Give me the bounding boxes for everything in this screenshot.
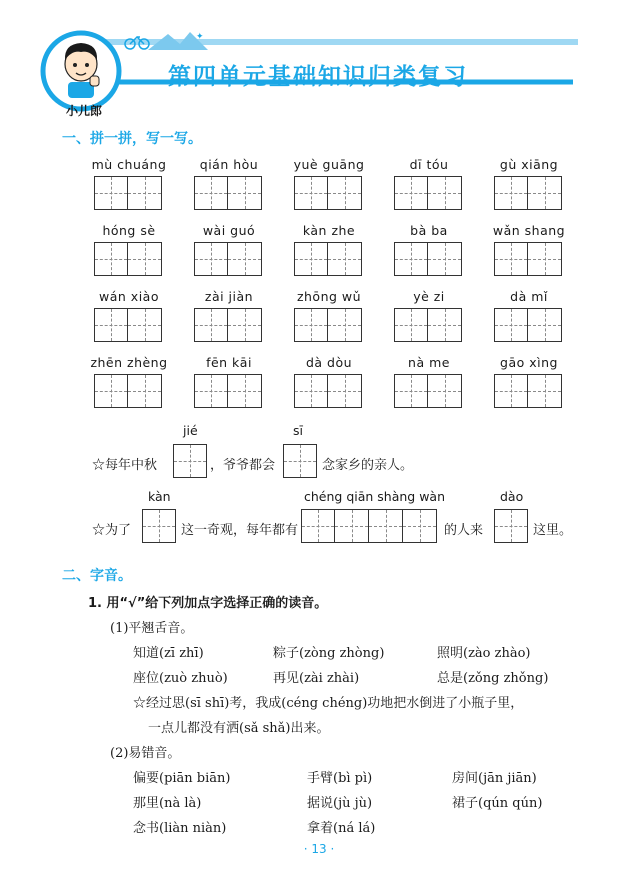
writing-cells[interactable] bbox=[394, 242, 462, 276]
subsection-2: (2)易错音。 bbox=[110, 746, 181, 761]
sentence1-pinyin1: jié bbox=[183, 423, 198, 438]
writing-cell[interactable] bbox=[528, 308, 562, 342]
writing-cell[interactable] bbox=[428, 308, 462, 342]
subsection-1: (1)平翘舌音。 bbox=[110, 621, 194, 636]
pinyin-label: wài guó bbox=[202, 223, 256, 238]
reading-r1-1: 知道(zī zhī) bbox=[133, 646, 204, 661]
pinyin-label: qián hòu bbox=[199, 157, 259, 172]
writing-cell[interactable] bbox=[194, 308, 228, 342]
writing-cell[interactable] bbox=[328, 308, 362, 342]
sentence2-part2: 这一奇观，每年都有 bbox=[181, 523, 299, 538]
question-1: 1. 用“√”给下列加点字选择正确的读音。 bbox=[88, 596, 328, 611]
writing-cell[interactable] bbox=[294, 308, 328, 342]
sentence2-pinyin1: kàn bbox=[148, 489, 171, 504]
writing-cells[interactable] bbox=[494, 176, 562, 210]
writing-cell[interactable] bbox=[194, 176, 228, 210]
writing-cell[interactable] bbox=[128, 374, 162, 408]
writing-cell[interactable] bbox=[128, 176, 162, 210]
writing-cells[interactable] bbox=[94, 374, 162, 408]
pinyin-label: fēn kāi bbox=[206, 355, 252, 370]
reading-e2-3: 裙子(qún qún) bbox=[452, 796, 543, 811]
writing-cell[interactable] bbox=[228, 176, 262, 210]
pinyin-label: hóng sè bbox=[102, 223, 156, 238]
writing-cells[interactable] bbox=[494, 374, 562, 408]
sentence1-blank1[interactable] bbox=[173, 444, 207, 478]
mascot-boy-icon bbox=[40, 30, 122, 112]
sentence1-part1: ☆每年中秋 bbox=[92, 458, 158, 473]
writing-cell[interactable] bbox=[428, 176, 462, 210]
writing-cell[interactable] bbox=[294, 374, 328, 408]
sentence2-part1: ☆为了 bbox=[92, 523, 132, 538]
writing-cells[interactable] bbox=[194, 308, 262, 342]
pinyin-label: dà dòu bbox=[305, 355, 353, 370]
pinyin-label: wán xiào bbox=[99, 289, 159, 304]
writing-cells[interactable] bbox=[294, 176, 362, 210]
writing-cell[interactable] bbox=[94, 176, 128, 210]
writing-cell[interactable] bbox=[528, 242, 562, 276]
reading-r3a: ☆经过思(sī shī)考，我成(céng chéng)功地把水倒进了小瓶子里， bbox=[133, 696, 524, 711]
pinyin-label: yè zi bbox=[413, 289, 445, 304]
writing-cell[interactable] bbox=[294, 176, 328, 210]
writing-cell[interactable] bbox=[328, 242, 362, 276]
writing-cells[interactable] bbox=[194, 374, 262, 408]
reading-e1-2: 手臂(bì pì) bbox=[307, 771, 373, 786]
writing-cell[interactable] bbox=[494, 176, 528, 210]
sentence2-part3: 的人来 bbox=[444, 523, 484, 538]
reading-e2-2: 据说(jù jù) bbox=[307, 796, 373, 811]
writing-cell[interactable] bbox=[94, 308, 128, 342]
reading-e3-2: 拿着(ná lá) bbox=[307, 821, 376, 836]
sentence2-blank3[interactable] bbox=[494, 509, 528, 543]
pinyin-label: gāo xìng bbox=[500, 355, 558, 370]
sentence1-blank2[interactable] bbox=[283, 444, 317, 478]
writing-cells[interactable] bbox=[94, 176, 162, 210]
section2-title: 二、字音。 bbox=[62, 568, 132, 584]
writing-cell[interactable] bbox=[494, 374, 528, 408]
reading-e1-3: 房间(jān jiān) bbox=[452, 771, 537, 786]
writing-cell[interactable] bbox=[228, 308, 262, 342]
writing-cells[interactable] bbox=[94, 308, 162, 342]
pinyin-label: zhēn zhèng bbox=[90, 355, 168, 370]
reading-r2-3: 总是(zǒng zhǒng) bbox=[437, 671, 549, 686]
writing-cell[interactable] bbox=[428, 242, 462, 276]
writing-cell[interactable] bbox=[228, 374, 262, 408]
writing-cells[interactable] bbox=[394, 374, 462, 408]
pinyin-label: nà me bbox=[408, 355, 450, 370]
writing-cells[interactable] bbox=[494, 242, 562, 276]
page-number: · 13 · bbox=[303, 842, 335, 856]
reading-r2-1: 座位(zuò zhuò) bbox=[133, 671, 228, 686]
pinyin-label: mù chuáng bbox=[91, 157, 167, 172]
pinyin-label: dà mǐ bbox=[510, 289, 548, 304]
pinyin-label: zài jiàn bbox=[204, 289, 254, 304]
sentence2-part4: 这里。 bbox=[533, 523, 573, 538]
writing-cells[interactable] bbox=[294, 308, 362, 342]
reading-e1-1: 偏要(piān biān) bbox=[133, 771, 231, 786]
writing-cells[interactable] bbox=[394, 176, 462, 210]
reading-r1-2: 粽子(zòng zhòng) bbox=[273, 646, 385, 661]
sentence1-pinyin2: sī bbox=[293, 423, 303, 438]
writing-cells[interactable] bbox=[294, 374, 362, 408]
mascot-label: 小儿郎 bbox=[66, 104, 103, 118]
pinyin-label: yuè guāng bbox=[293, 157, 365, 172]
page-title: 第四单元基础知识归类复习 bbox=[168, 64, 468, 90]
sentence1-part2: ，爷爷都会 bbox=[210, 458, 276, 473]
writing-cell[interactable] bbox=[128, 308, 162, 342]
reading-e3-1: 念书(liàn niàn) bbox=[133, 821, 227, 836]
writing-cell[interactable] bbox=[394, 242, 428, 276]
writing-cell[interactable] bbox=[194, 242, 228, 276]
writing-cell[interactable] bbox=[94, 242, 128, 276]
writing-cells[interactable] bbox=[294, 242, 362, 276]
pinyin-label: wǎn shang bbox=[492, 223, 566, 238]
writing-cell[interactable] bbox=[494, 242, 528, 276]
writing-cell[interactable] bbox=[228, 242, 262, 276]
writing-cells[interactable] bbox=[194, 176, 262, 210]
reading-r2-2: 再见(zài zhài) bbox=[273, 671, 360, 686]
reading-e2-1: 那里(nà là) bbox=[133, 796, 202, 811]
pinyin-label: zhōng wǔ bbox=[296, 289, 362, 304]
section1-title: 一、拼一拼，写一写。 bbox=[62, 131, 202, 147]
sentence1-part3: 念家乡的亲人。 bbox=[322, 458, 414, 473]
sentence2-blank2[interactable] bbox=[301, 509, 437, 543]
writing-cell[interactable] bbox=[194, 374, 228, 408]
writing-cell[interactable] bbox=[328, 374, 362, 408]
writing-cell[interactable] bbox=[528, 374, 562, 408]
sentence2-pinyin3: dào bbox=[500, 489, 524, 504]
writing-cells[interactable] bbox=[94, 242, 162, 276]
writing-cell[interactable] bbox=[528, 176, 562, 210]
writing-cells[interactable] bbox=[494, 308, 562, 342]
writing-cell[interactable] bbox=[494, 308, 528, 342]
writing-cell[interactable] bbox=[294, 242, 328, 276]
writing-cell[interactable] bbox=[394, 176, 428, 210]
pinyin-label: kàn zhe bbox=[302, 223, 356, 238]
pinyin-label: dī tóu bbox=[409, 157, 449, 172]
sentence2-blank1[interactable] bbox=[142, 509, 176, 543]
reading-r1-3: 照明(zào zhào) bbox=[437, 646, 531, 661]
svg-text:✦: ✦ bbox=[196, 32, 204, 42]
writing-cell[interactable] bbox=[328, 176, 362, 210]
writing-cell[interactable] bbox=[394, 308, 428, 342]
writing-cell[interactable] bbox=[94, 374, 128, 408]
writing-cell[interactable] bbox=[428, 374, 462, 408]
reading-r3b: 一点儿都没有洒(sǎ shǎ)出来。 bbox=[148, 721, 330, 736]
pinyin-label: gù xiāng bbox=[499, 157, 559, 172]
writing-cells[interactable] bbox=[194, 242, 262, 276]
pinyin-label: bà ba bbox=[410, 223, 448, 238]
writing-cell[interactable] bbox=[394, 374, 428, 408]
writing-cell[interactable] bbox=[128, 242, 162, 276]
sentence2-pinyin2: chéng qiān shàng wàn bbox=[304, 489, 446, 504]
writing-cells[interactable] bbox=[394, 308, 462, 342]
